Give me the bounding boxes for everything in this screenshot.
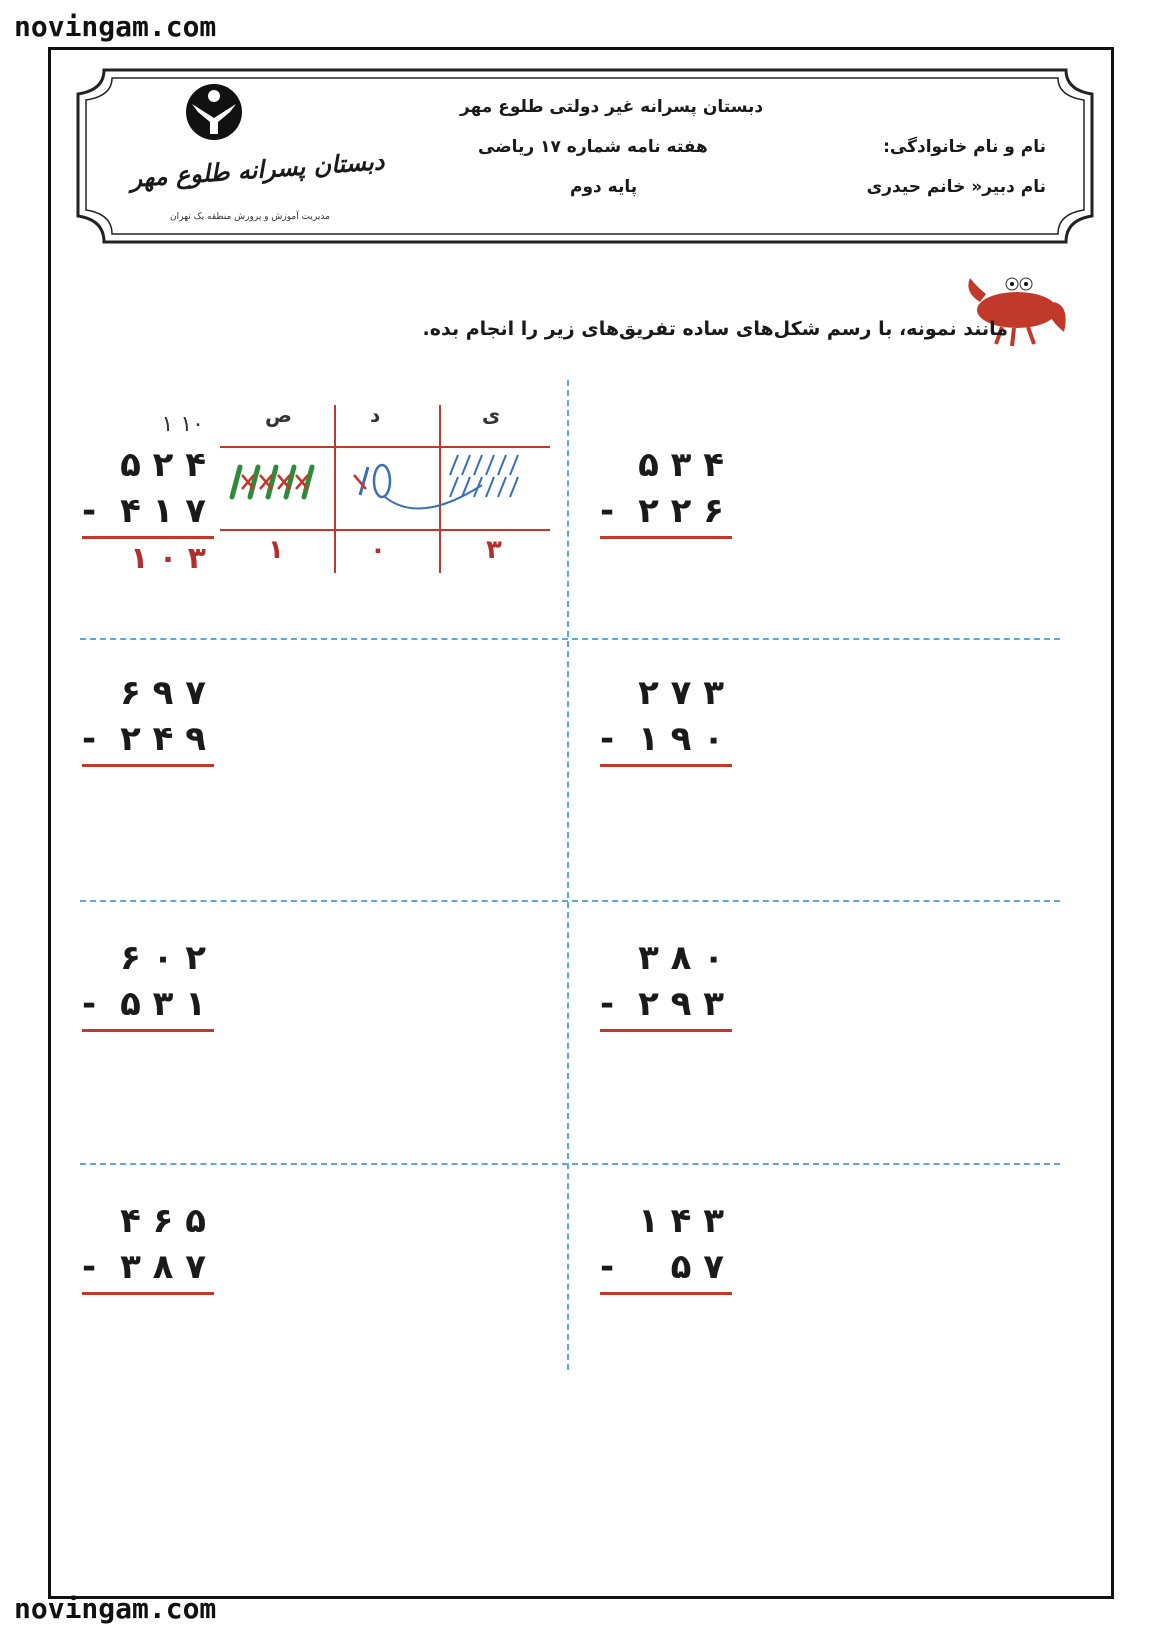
problem-3-minuend: ۲ ۷ ۳	[638, 673, 724, 713]
problem-1-subtrahend-row	[600, 488, 732, 534]
problem-4	[82, 935, 214, 1032]
problem-6-underline	[82, 1292, 214, 1295]
newsletter-title: هفته نامه شماره ۱۷ ریاضی	[478, 137, 708, 157]
table-header-tens: د	[370, 403, 381, 427]
problem-3-underline	[600, 764, 732, 767]
problem-5-underline	[600, 1029, 732, 1032]
problem-6-subtrahend: ۳ ۸ ۷	[120, 1247, 206, 1287]
example-carry: ۱ ۱۰	[161, 412, 204, 437]
teacher-name-label: نام دبیر« خانم حیدری	[866, 177, 1046, 197]
problem-2-minuend: ۶ ۹ ۷	[120, 673, 206, 713]
problem-4-underline	[82, 1029, 214, 1032]
example-subtrahend: ۴ ۱ ۷	[120, 491, 206, 531]
problem-6-minuend: ۴ ۶ ۵	[120, 1201, 206, 1241]
problem-2-subtrahend: ۲ ۴ ۹	[120, 719, 206, 759]
problem-4-subtrahend: ۵ ۳ ۱	[120, 984, 206, 1024]
problem-7-minuend: ۱ ۴ ۳	[638, 1201, 724, 1241]
minus-sign: -	[600, 984, 621, 1024]
problem-2	[82, 670, 214, 767]
table-header-ones: ی	[482, 403, 501, 427]
row-divider-1	[80, 638, 1060, 640]
problem-4-subtrahend-row	[82, 981, 214, 1027]
minus-sign: -	[82, 491, 103, 531]
table-header-hundreds: ص	[265, 403, 292, 427]
minus-sign: -	[600, 719, 621, 759]
crab-icon	[962, 272, 1072, 352]
problem-1	[600, 442, 732, 539]
problem-5	[600, 935, 732, 1032]
school-name: دبستان پسرانه غیر دولتی طلوع مهر	[460, 97, 764, 117]
grade-label: پایه دوم	[570, 177, 638, 197]
vertical-divider	[567, 380, 569, 1370]
minus-sign: -	[82, 984, 103, 1024]
problem-1-minuend: ۵ ۳ ۴	[638, 445, 724, 485]
problem-6-subtrahend-row	[82, 1244, 214, 1290]
problem-2-subtrahend-row	[82, 716, 214, 762]
logo-subtitle: مدیریت آموزش و پرورش منطقه یک تهران	[170, 212, 330, 222]
row-divider-2	[80, 900, 1060, 902]
example-minuend: ۵ ۲ ۴	[120, 445, 206, 485]
table-result-hundreds: ۱	[268, 535, 284, 565]
problem-7-subtrahend-row	[600, 1244, 732, 1290]
example-answer: ۱ ۰ ۳	[130, 541, 206, 576]
page-frame	[48, 47, 1114, 1599]
problem-3-subtrahend: ۱ ۹ ۰	[638, 719, 724, 759]
example-subtrahend-row	[82, 488, 214, 534]
problem-3	[600, 670, 732, 767]
problem-2-underline	[82, 764, 214, 767]
logo-script-text: دبستان پسرانه طلوع مهر	[129, 146, 386, 193]
hundreds-tally-marks	[232, 467, 312, 497]
problem-5-minuend: ۳ ۸ ۰	[638, 938, 724, 978]
minus-sign: -	[600, 491, 621, 531]
place-value-table	[220, 405, 560, 579]
problem-7-subtrahend: ۵ ۷	[670, 1247, 724, 1287]
problem-7-underline	[600, 1292, 732, 1295]
watermark-top: novingam.com	[14, 10, 217, 43]
problem-6	[82, 1198, 214, 1295]
problem-1-subtrahend: ۲ ۲ ۶	[638, 491, 724, 531]
student-name-label: نام و نام خانوادگی:	[883, 137, 1046, 157]
ones-marks	[450, 455, 518, 497]
minus-sign: -	[600, 1247, 621, 1287]
watermark-bottom: novingam.com	[14, 1592, 217, 1625]
problem-7	[600, 1198, 732, 1295]
table-result-ones: ۳	[486, 535, 502, 565]
example-problem	[82, 408, 214, 579]
instruction-text: مانند نمونه، با رسم شکل‌های ساده تفریق‌های زیر را انجام بده.	[422, 318, 1008, 340]
problem-3-subtrahend-row	[600, 716, 732, 762]
minus-sign: -	[82, 719, 103, 759]
minus-sign: -	[82, 1247, 103, 1287]
row-divider-3	[80, 1163, 1060, 1165]
problem-5-subtrahend: ۲ ۹ ۳	[638, 984, 724, 1024]
problem-4-minuend: ۶ ۰ ۲	[120, 938, 206, 978]
problem-5-subtrahend-row	[600, 981, 732, 1027]
table-result-tens: ۰	[370, 535, 386, 565]
problem-1-underline	[600, 536, 732, 539]
